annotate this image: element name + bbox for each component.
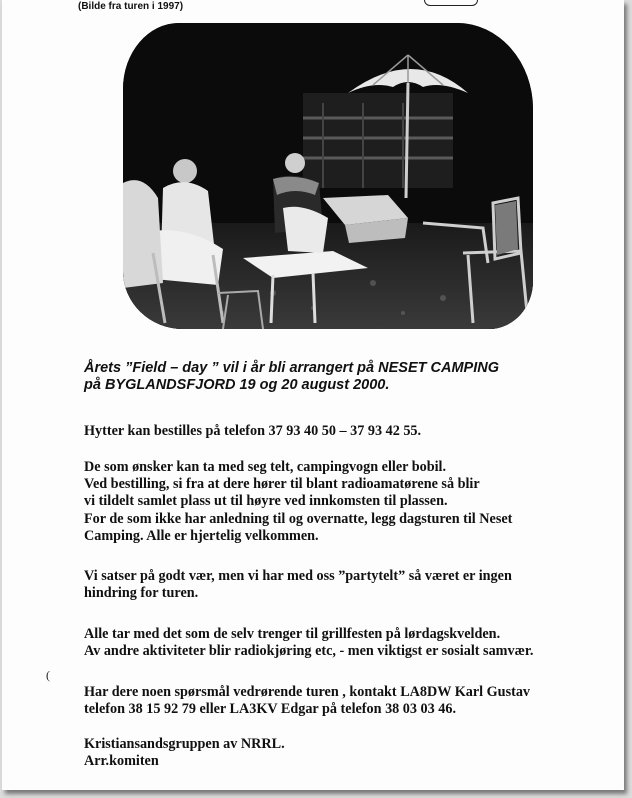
corner-mark bbox=[424, 0, 478, 6]
camping-photo bbox=[123, 23, 533, 329]
headline-line: på BYGLANDSFJORD 19 og 20 august 2000. bbox=[84, 377, 390, 393]
paragraph-line: Camping. Alle er hjertelig velkommen. bbox=[84, 527, 319, 544]
paragraph-line: Alle tar med det som de selv trenger til grillfesten på lørdagskvelden. bbox=[84, 626, 501, 642]
paragraph-line: Hytter kan bestilles på telefon 37 93 40 50 – 37 93 42 55. bbox=[84, 423, 422, 439]
event-headline bbox=[84, 360, 584, 394]
weather-paragraph bbox=[84, 568, 512, 602]
headline-line: Årets ”Field – day ” vil i år bli arrangert på NESET CAMPING bbox=[84, 360, 499, 376]
paragraph-line: hindring for turen. bbox=[84, 585, 199, 602]
paragraph-line: Av andre aktiviteter blir radiokjøring etc, - men viktigst er sosialt samvær. bbox=[84, 643, 534, 660]
paragraph-line: For de som ikke har anledning til og overnatte, legg dagsturen til Neset bbox=[84, 510, 513, 527]
activities-paragraph bbox=[84, 626, 533, 660]
paragraph-line: Har dere noen spørsmål vedrørende turen , kontakt LA8DW Karl Gustav bbox=[84, 684, 531, 700]
camping-paragraph bbox=[84, 459, 512, 545]
document-page bbox=[2, 0, 624, 790]
booking-paragraph bbox=[84, 423, 421, 440]
paragraph-line: vi tildelt samlet plass ut til høyre ved innkomsten til plassen. bbox=[84, 493, 448, 510]
signature-line: Arr.komiten bbox=[84, 753, 159, 770]
paragraph-line: Vi satser på godt vær, men vi har med oss ”partytelt” så været er ingen bbox=[84, 568, 512, 584]
photo-illustration bbox=[123, 23, 533, 329]
paragraph-line: Ved bestilling, si fra at dere hører til blant radioamatørene så blir bbox=[84, 476, 480, 493]
signature-line: Kristiansandsgruppen av NRRL. bbox=[84, 736, 285, 752]
paragraph-line: telefon 38 15 92 79 eller LA3KV Edgar på telefon 38 03 03 46. bbox=[84, 701, 457, 718]
stray-mark: ( bbox=[46, 668, 50, 682]
contact-paragraph bbox=[84, 684, 530, 718]
signature bbox=[84, 736, 285, 770]
photo-caption: (Bilde fra turen i 1997) bbox=[78, 1, 184, 12]
paragraph-line: De som ønsker kan ta med seg telt, campingvogn eller bobil. bbox=[84, 459, 447, 475]
